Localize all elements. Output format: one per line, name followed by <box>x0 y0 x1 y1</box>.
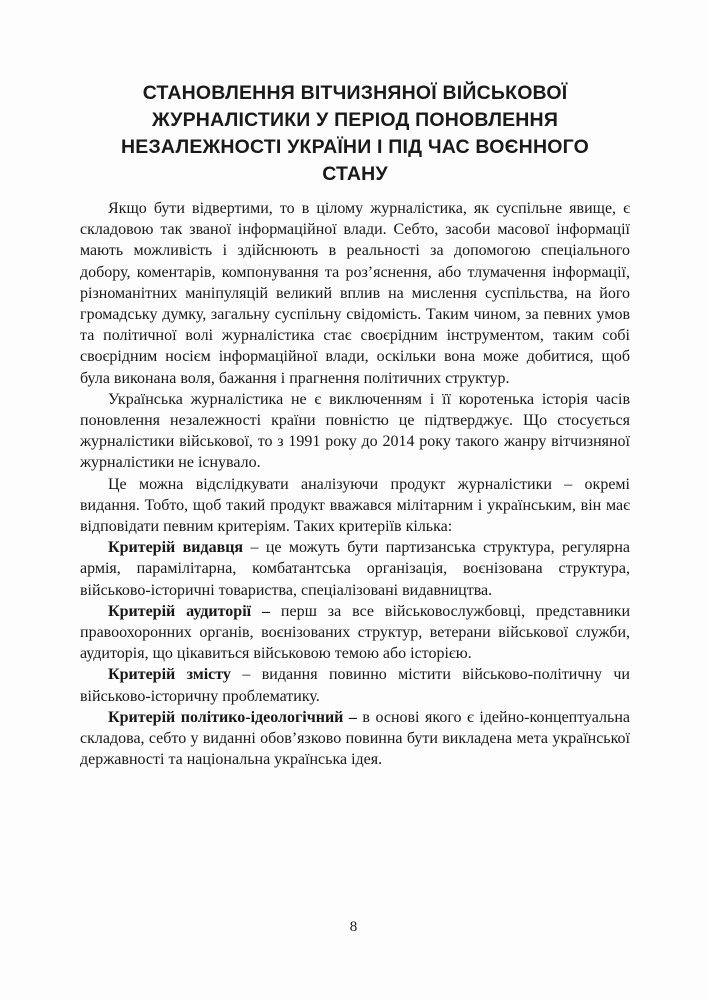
paragraph-text: – видання повинно містити військово-політичну чи військово-історичну проблематику. <box>80 666 630 705</box>
paragraph-text: Це можна відслідкувати аналізуючи продукт журналістики – окремі видання. Тобто, щоб такий продукт вважався мілітарним і українським, він має відповідати певним критеріям. Таких критеріїв кілька: <box>80 475 630 536</box>
paragraph-ukrainian-journalism <box>80 389 630 474</box>
paragraph-criterion-content <box>80 664 630 706</box>
paragraph-criterion-publisher <box>80 537 630 601</box>
title-line-1: СТАНОВЛЕННЯ ВІТЧИЗНЯНОЇ ВІЙСЬКОВОЇ <box>142 82 568 104</box>
criterion-audience-lead: Критерій аудиторії – <box>108 602 270 620</box>
paragraph-journalism-intro <box>80 198 630 389</box>
paragraph-text: – це можуть бути партизанська структура, регулярна армія, парамілітарна, комбатантська організація, воєнізована структура, військово-історичні товариства, спеціалізовані видавництва. <box>80 539 630 599</box>
title-line-3: НЕЗАЛЕЖНОСТІ УКРАЇНИ І ПІД ЧАС ВОЄННОГО <box>121 136 589 158</box>
paragraph-criteria-intro <box>80 474 630 538</box>
article-body <box>80 198 630 770</box>
paragraph-text: Українська журналістика не є виключенням і її коротенька історія часів поновлення незалежності країни повністю це підтверджує. Що стосується журналістики військової, то з 1991 року до 2014 року такого жанру вітчизняної журналістики не існувало. <box>80 390 630 472</box>
page-title <box>80 80 630 188</box>
criterion-ideology-lead: Критерій політико-ідеологічний – <box>108 708 357 726</box>
title-line-2: ЖУРНАЛІСТИКИ У ПЕРІОД ПОНОВЛЕННЯ <box>151 109 559 131</box>
paragraph-text: Якщо бути відвертими, то в цілому журналістика, як суспільне явище, є складовою так званої інформаційної влади. Себто, засоби масової інформації мають можливість і здійснюють в реальності за допомогою спеціального добору, коментарів, компонування та роз’яснення, або тлумачення інформації, різноманітних маніпуляцій великий вплив на мислення суспільства, на його громадську думку, загальну суспільну свідомість. Таким чином, за певних умов та політичної волі журналістика стає своєрідним інструментом, таким собі своєрідним носієм інформаційної влади, оскільки вона може добитися, щоб була виконана воля, бажання і прагнення політичних структур. <box>80 200 630 387</box>
paragraph-criterion-audience <box>80 601 630 665</box>
paragraph-text: перш за все військовослужбовці, представники правоохоронних органів, воєнізованих структур, ветерани військової служби, аудиторія, що цікавиться військовою темою або історією. <box>80 602 631 663</box>
title-line-4: СТАНУ <box>322 163 388 185</box>
paragraph-text: в основі якого є ідейно-концептуальна складова, себто у виданні обов’язково повинна бути викладена мета української державності та національна українська ідея. <box>80 708 630 769</box>
criterion-publisher-lead: Критерій видавця <box>108 539 244 557</box>
paragraph-criterion-ideology <box>80 707 630 771</box>
criterion-content-lead: Критерій змісту <box>108 666 231 684</box>
page-number: 8 <box>349 919 358 935</box>
